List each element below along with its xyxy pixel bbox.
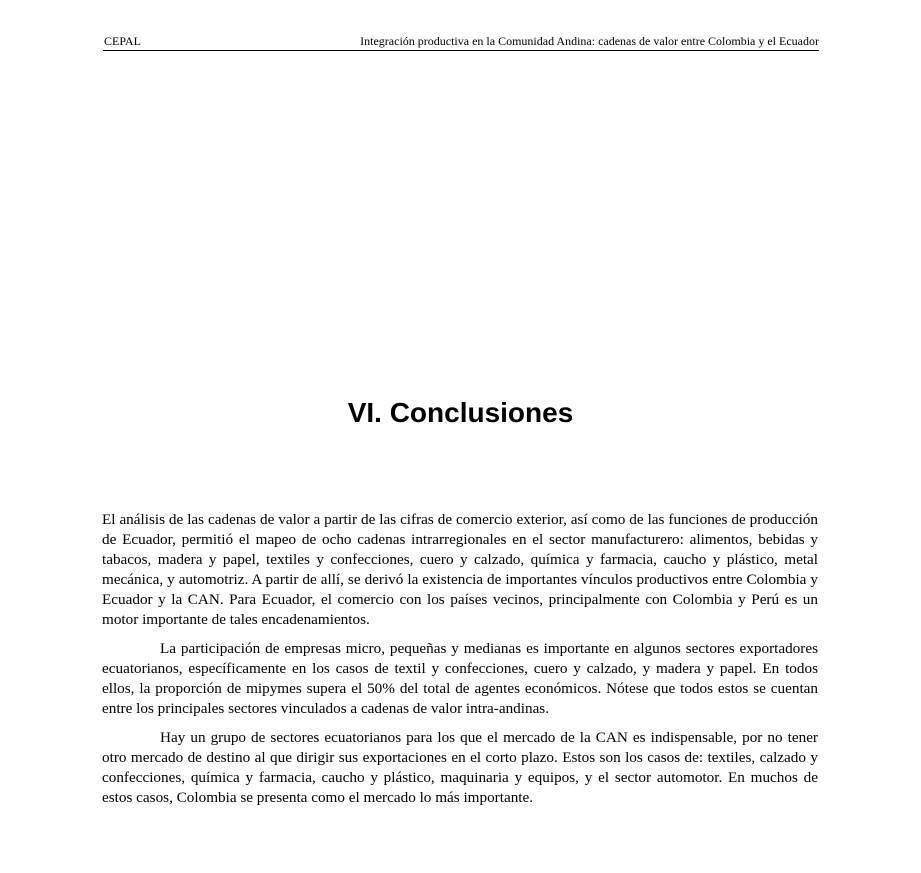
chapter-title: VI. Conclusiones (347, 397, 574, 428)
paragraph-1: El análisis de las cadenas de valor a partir de las cifras de comercio exterior, así como de las funciones de producción de Ecuador, permitió el mapeo de ocho cadenas intrarregionales en el sector manufacturero: alimentos, bebidas y tabacos, madera y papel, textiles y confecciones, cuero y calzado, química y farmacia, caucho y plástico, metal mecánica, y automotriz. A partir de allí, se derivó la existencia de importantes vínculos productivos entre Colombia y Ecuador y la CAN. Para Ecuador, el comercio con los países vecinos, principalmente con Colombia y Perú es un motor importante de tales encadenamientos. (102, 511, 818, 628)
body-text (102, 510, 818, 817)
paragraph-3: Hay un grupo de sectores ecuatorianos para los que el mercado de la CAN es indispensable, por no tener otro mercado de destino al que dirigir sus exportaciones en el corto plazo. Estos son los casos de: textiles, calzado y confecciones, química y farmacia, caucho y plástico, maquinaria y equipos, y el sector automotor. En muchos de estos casos, Colombia se presenta como el mercado lo más importante. (102, 729, 818, 806)
running-header (103, 33, 819, 51)
paragraph-2: La participación de empresas micro, pequeñas y medianas es importante en algunos sectores exportadores ecuatorianos, específicamente en los casos de textil y confecciones, cuero y calzado, y madera y papel. En todos ellos, la proporción de mipymes supera el 50% del total de agentes económicos. Nótese que todos estos se cuentan entre los principales sectores vinculados a cadenas de valor intra-andinas. (102, 640, 818, 717)
header-document-title: Integración productiva en la Comunidad Andina: cadenas de valor entre Colombia y el Ecuador (360, 34, 819, 48)
header-publisher: CEPAL (104, 34, 141, 48)
